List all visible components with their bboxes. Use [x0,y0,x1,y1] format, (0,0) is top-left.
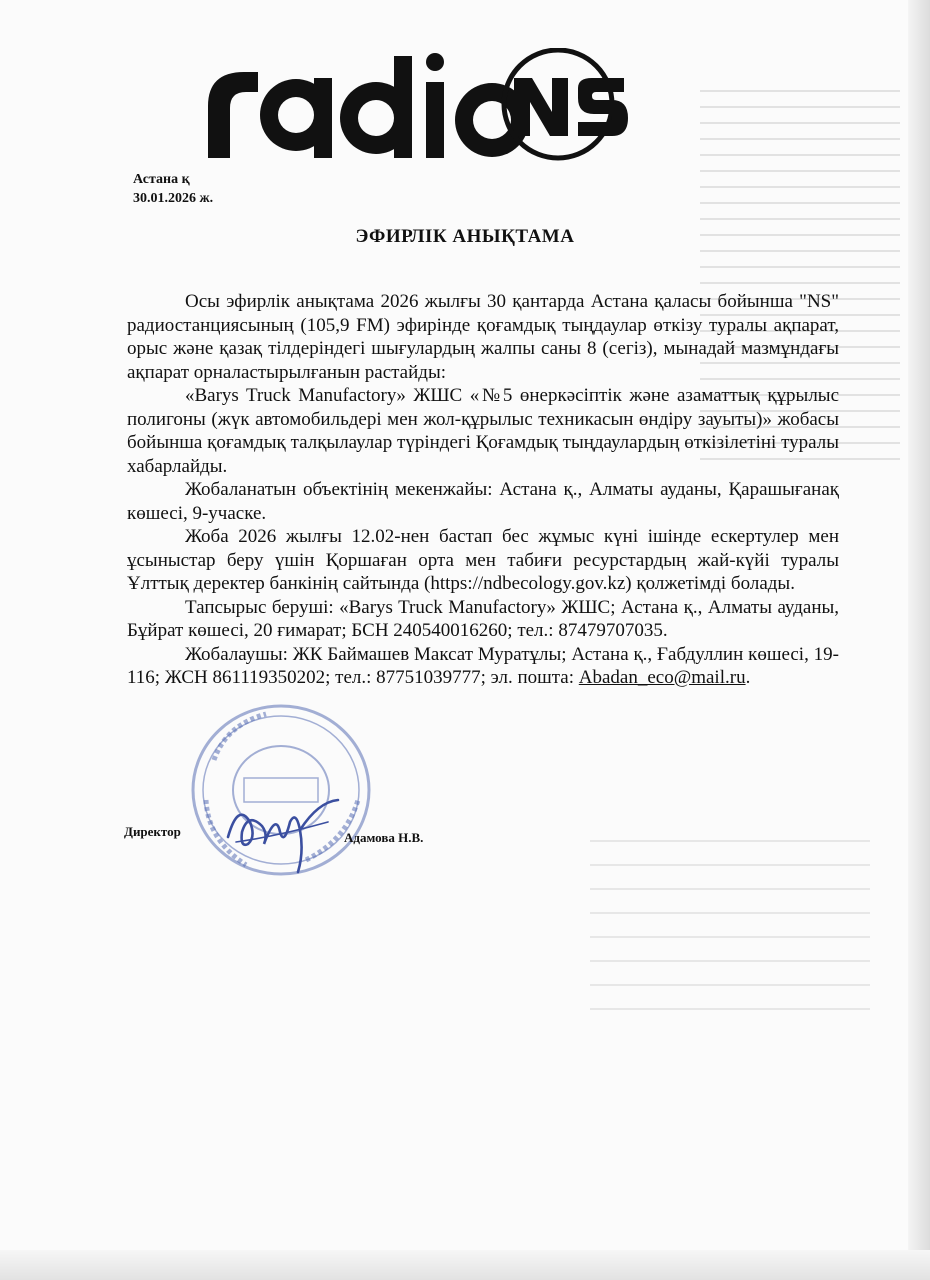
page-bottom-shadow [0,1250,930,1280]
paragraph-intro: Осы эфирлік анықтама 2026 жылғы 30 қантарда Астана қаласы бойынша "NS" радиостанциясының (105,9 FM) эфирінде қоғамдық тыңдаулар өткізу туралы ақпарат, орыс және қазақ тілдеріндегі шығулардың жалпы саны 8 (сегіз), мынадай мазмұндағы ақпарат орналастырылғанын растайды: [127,291,839,383]
designer-email: Abadan_eco@mail.ru [578,667,746,688]
paragraph-customer: Тапсырыс беруші: «Barys Truck Manufactory» ЖШС; Астана қ., Алматы ауданы, Бұйрат көшесі, 20 ғимарат; БСН 240540016260; тел.: 87479707035. [127,596,839,641]
bleed-through-lines-lower [590,840,870,1040]
signatory-name: Адамова Н.В. [344,830,424,845]
handwritten-signature-icon [218,782,348,877]
signatory-role: Директор [124,824,181,839]
radio-ns-logo [200,48,670,173]
document-body [127,290,839,690]
designer-end: . [745,667,751,688]
city-date-block [133,170,213,208]
date-line: 30.01.2026 ж. [133,191,214,206]
paragraph-address: Жобаланатын объектінің мекенжайы: Астана қ., Алматы ауданы, Қарашығанақ көшесі, 9-учаске. [127,479,839,524]
designer-text: Жобалаушы: ЖК Баймашев Максат Муратұлы; Астана қ., Ғабдуллин көшесі, 19-116; ЖСН 861119350202; тел.: 87751039777; эл. пошта: [127,643,839,688]
document-title: ЭФИРЛІК АНЫҚТАМА [355,226,575,247]
city-line: Астана қ [133,172,190,187]
paragraph-availability: Жоба 2026 жылғы 12.02-нен бастап бес жұмыс күні ішінде ескертулер мен ұсыныстар беру үшін Қоршаған орта мен табиғи ресурстардың жай-күйі туралы Ұлттық деректер банкінің сайтында (https://ndbecology.gov.kz) қолжетімді болады. [127,526,839,594]
page-edge-shadow [908,0,930,1280]
paragraph-announcement: «Barys Truck Manufactory» ЖШС «№5 өнеркәсіптік және азаматтық құрылыс полигоны (жүк автомобильдері мен жол-құрылыс техникасын өндіру зауыты)» жобасы бойынша қоғамдық талқылаулар түріндегі Қоғамдық тыңдаулардың өткізілетіні туралы хабарлайды. [127,385,839,477]
paragraph-designer [127,643,839,690]
